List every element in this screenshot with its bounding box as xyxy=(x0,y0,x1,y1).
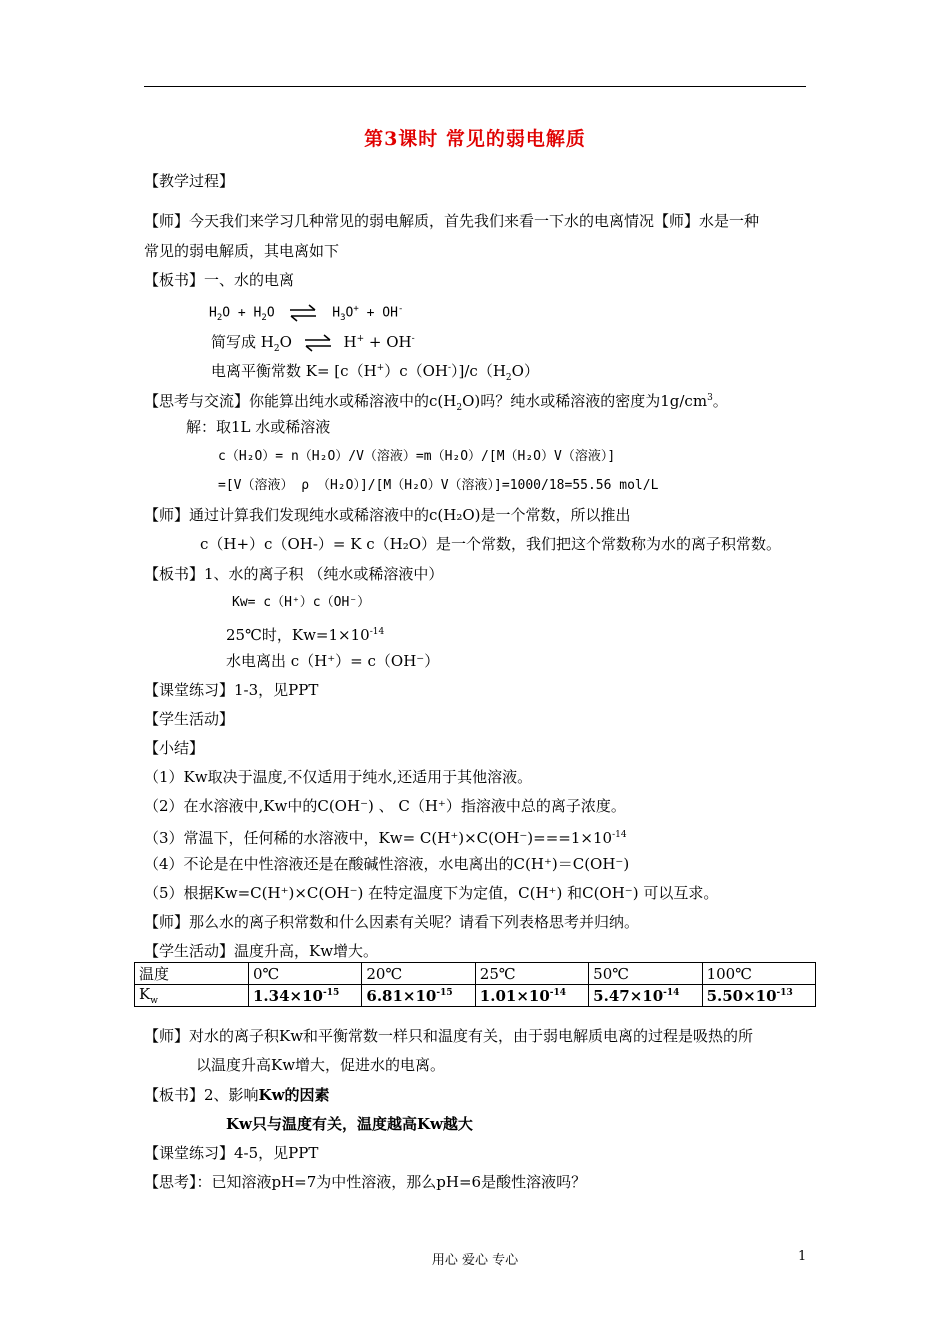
summary-item-3: （3）常温下，任何稀的水溶液中，$Kw= C(H^+)\times C(OH^-)===1\times 10^{-14}$ xyxy=(144,829,627,847)
think-exchange: 【思考与交流】你能算出纯水或稀溶液中的$c(H_2O)$吗？纯水或稀溶液的密度为$1g/cm^3$。 xyxy=(144,392,728,413)
teacher-line-4b: 以温度升高Kw增大，促进水的电离。 xyxy=(196,1056,446,1074)
page-number: 1 xyxy=(798,1249,807,1264)
table-cell-temp: 50℃ xyxy=(589,963,702,985)
board-heading-1: 【板书】一、水的电离 xyxy=(144,271,295,289)
table-row xyxy=(135,985,816,1007)
solution-line-1: 解：取1L 水或稀溶液 xyxy=(186,418,331,436)
page-footer: 用心 爱心 专心 xyxy=(431,1253,519,1268)
solution-line-2: c（H₂O）= n（H₂O）/V（溶液）=m（H₂O）/[M（H₂O）V（溶液）] xyxy=(218,449,616,464)
table-cell-kw: $5.47\times 10^{-14}$ xyxy=(589,985,702,1007)
kw-water-ionization: 水电离出 c（H⁺）= c（OH⁻） xyxy=(226,652,440,670)
page-title: 第3课时 常见的弱电解质 xyxy=(364,128,586,150)
table-cell-temp: 20℃ xyxy=(362,963,475,985)
equation-constant: 电离平衡常数 $K= [c(H^+)c(OH^-)]/c(H_2O)$ xyxy=(211,362,539,383)
practice-2: 【课堂练习】4-5，见PPT xyxy=(144,1144,319,1162)
kw-temperature-table xyxy=(134,962,816,1007)
table-header-label: 温度 xyxy=(135,963,249,985)
equilibrium-arrow-icon xyxy=(288,304,318,322)
teacher-line-4a: 【师】对水的离子积Kw和平衡常数一样只和温度有关，由于弱电解质电离的过程是吸热的所 xyxy=(144,1027,754,1045)
header-rule xyxy=(144,86,806,87)
table-cell-temp: 0℃ xyxy=(249,963,362,985)
teacher-line-3: 【师】那么水的离子积常数和什么因素有关呢？请看下列表格思考并归纳。 xyxy=(144,913,640,931)
table-cell-temp: 100℃ xyxy=(702,963,815,985)
intro-line-1: 【师】今天我们来学习几种常见的弱电解质，首先我们来看一下水的电离情况【师】水是一种 xyxy=(144,212,760,230)
summary-item-1: （1）Kw取决于温度,不仅适用于纯水,还适用于其他溶液。 xyxy=(144,768,533,786)
student-activity-1: 【学生活动】 xyxy=(144,710,235,728)
table-row-label: $K_w$ xyxy=(135,985,249,1007)
equation-ionization: $H_2O + H_2O$ $H_3O^+ + OH^-$ xyxy=(209,304,404,323)
summary-item-4: （4）不论是在中性溶液还是在酸碱性溶液，水电离出的C(H⁺)＝C(OH⁻) xyxy=(144,855,630,873)
student-activity-2: 【学生活动】温度升高，Kw增大。 xyxy=(144,942,379,960)
table-cell-kw: $1.34\times 10^{-15}$ xyxy=(249,985,362,1007)
table-row xyxy=(135,963,816,985)
board-heading-3: 【板书】2、影响Kw的因素 xyxy=(144,1086,330,1104)
section-teaching: 【教学过程】 xyxy=(144,172,235,190)
table-cell-kw: $1.01\times 10^{-14}$ xyxy=(475,985,588,1007)
kw-definition: Kw= c（H⁺）c（OH⁻） xyxy=(232,595,371,610)
board-conclusion: Kw只与温度有关，温度越高Kw越大 xyxy=(226,1115,473,1133)
equation-simplified: 简写成 $H_2O$ H+ + OH- xyxy=(211,333,415,354)
teacher-line-2b: c（H+）c（OH-）= K c（H₂O）是一个常数，我们把这个常数称为水的离子积常数。 xyxy=(200,535,782,553)
table-cell-temp: 25℃ xyxy=(475,963,588,985)
solution-line-3: =[V（溶液） ρ （H₂O）]/[M（H₂O）V（溶液）]=1000/18=55.56 mol/L xyxy=(218,478,659,493)
summary-item-5: （5）根据Kw=C(H⁺)×C(OH⁻) 在特定温度下为定值，C(H⁺) 和C(OH⁻) 可以互求。 xyxy=(144,884,719,902)
teacher-line-2: 【师】通过计算我们发现纯水或稀溶液中的c(H₂O)是一个常数，所以推出 xyxy=(144,506,631,524)
table-cell-kw: $6.81\times 10^{-15}$ xyxy=(362,985,475,1007)
board-heading-2: 【板书】1、水的离子积 （纯水或稀溶液中） xyxy=(144,565,444,583)
intro-line-2: 常见的弱电解质，其电离如下 xyxy=(144,242,340,260)
think-question: 【思考】：已知溶液pH=7为中性溶液，那么pH=6是酸性溶液吗？ xyxy=(144,1173,587,1191)
kw-at-25c: 25℃时，$Kw=1\times 10^{-14}$ xyxy=(226,626,385,644)
summary-heading: 【小结】 xyxy=(144,739,205,757)
equilibrium-arrow-icon xyxy=(303,334,333,352)
practice-1: 【课堂练习】1-3，见PPT xyxy=(144,681,319,699)
table-cell-kw: $5.50\times 10^{-13}$ xyxy=(702,985,815,1007)
summary-item-2: （2）在水溶液中,Kw中的C(OH⁻) 、 C（H⁺）指溶液中总的离子浓度。 xyxy=(144,797,626,815)
